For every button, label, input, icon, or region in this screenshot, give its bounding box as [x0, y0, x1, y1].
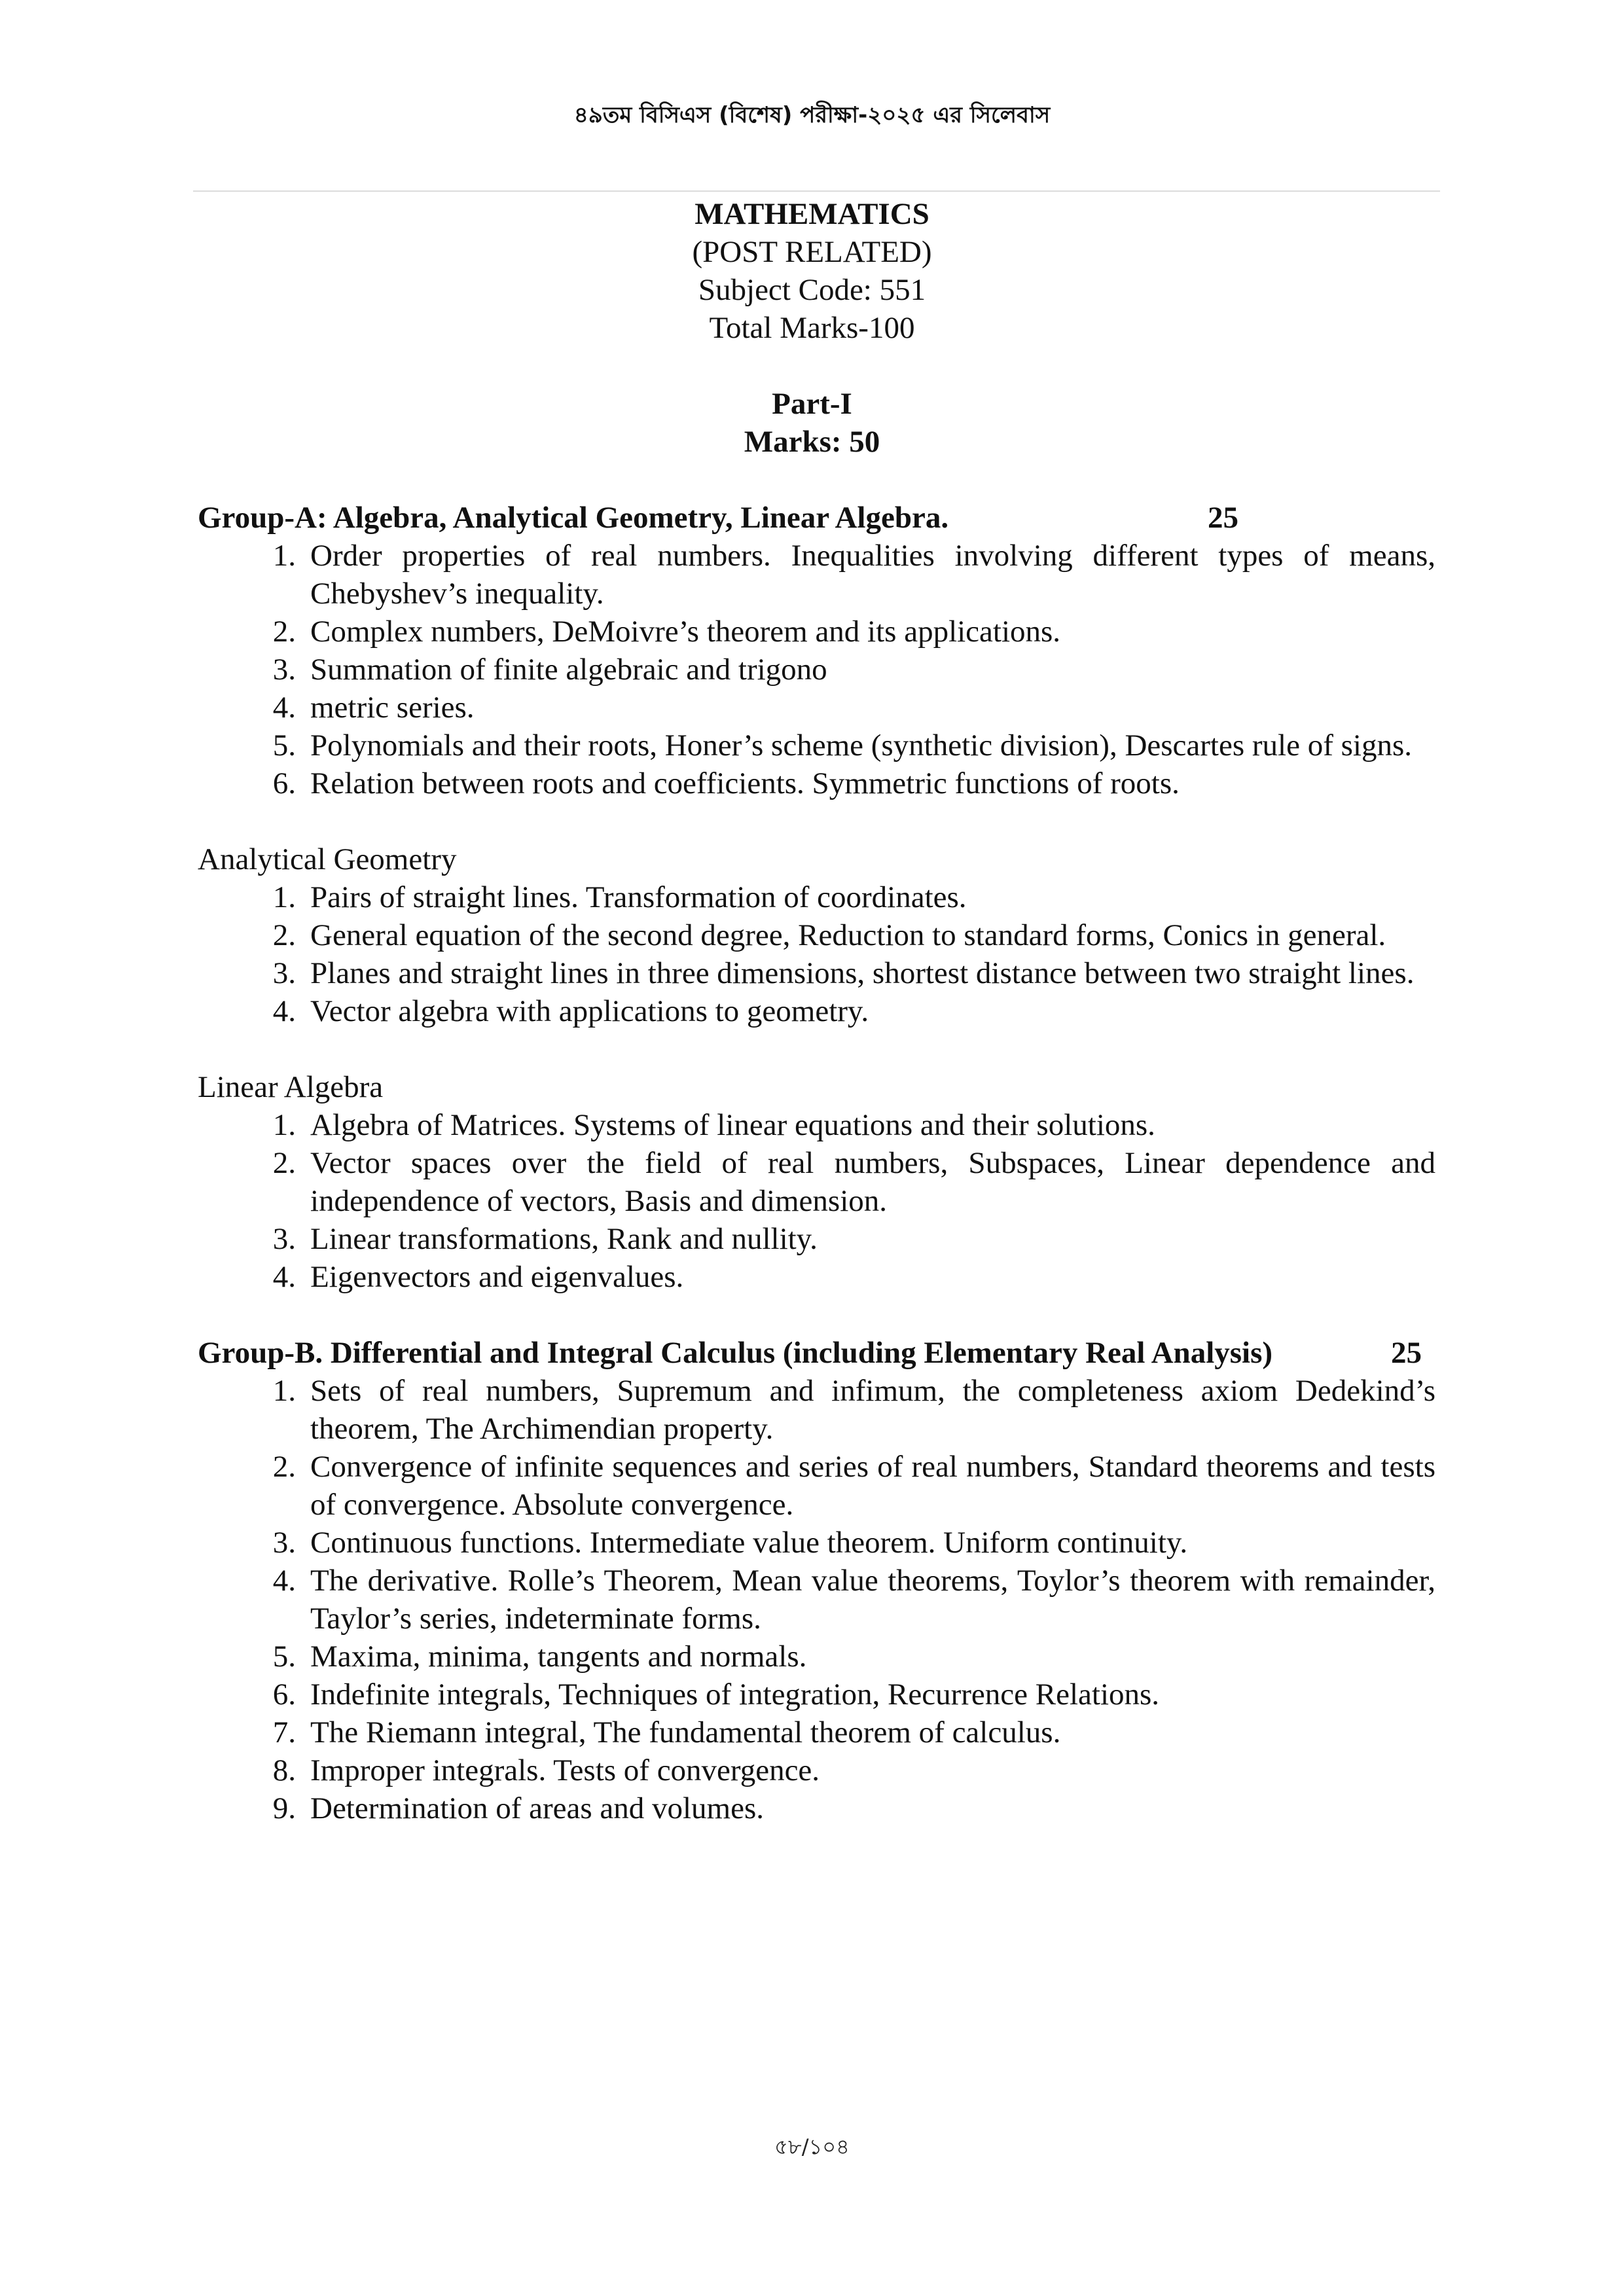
list-item	[198, 954, 1435, 992]
item-text: Sets of real numbers, Supremum and infimum, the completeness axiom Dedekind’s theorem, The Archimendian property.	[310, 1374, 1435, 1446]
list-item	[198, 537, 1435, 613]
list-item	[198, 1372, 1435, 1448]
list-item	[198, 1448, 1435, 1524]
syllabus-content	[198, 499, 1435, 1827]
list-item	[198, 613, 1435, 651]
item-text: The derivative. Rolle’s Theorem, Mean value theorems, Toylor’s theorem with remainder, Taylor’s series, indeterminate forms.	[310, 1564, 1435, 1636]
item-number: 1.	[272, 880, 296, 914]
item-number: 3.	[272, 956, 296, 990]
group-a-list	[198, 537, 1435, 802]
list-item	[198, 1258, 1435, 1296]
item-number: 4.	[272, 691, 296, 725]
item-number: 2.	[272, 918, 296, 952]
item-number: 2.	[272, 615, 296, 649]
item-text: Polynomials and their roots, Honer’s scheme (synthetic division), Descartes rule of signs.	[310, 728, 1412, 762]
item-text: Determination of areas and volumes.	[310, 1791, 765, 1825]
item-number: 1.	[272, 539, 296, 573]
item-number: 5.	[272, 728, 296, 762]
item-text: Algebra of Matrices. Systems of linear equations and their solutions.	[310, 1108, 1155, 1142]
analytical-geometry-heading: Analytical Geometry	[198, 842, 457, 876]
item-text: Vector algebra with applications to geometry.	[310, 994, 869, 1028]
item-number: 2.	[272, 1450, 296, 1484]
list-item	[198, 1106, 1435, 1144]
item-number: 3.	[272, 653, 296, 687]
part-block	[0, 385, 1624, 461]
list-item	[198, 1562, 1435, 1638]
linear-algebra-list	[198, 1106, 1435, 1296]
list-item	[198, 1524, 1435, 1562]
list-item	[198, 689, 1435, 726]
item-text: Complex numbers, DeMoivre’s theorem and its applications.	[310, 615, 1061, 649]
group-b-title: Group-B. Differential and Integral Calculus (including Elementary Real Analysis)	[198, 1336, 1273, 1370]
linear-algebra-heading: Linear Algebra	[198, 1070, 384, 1104]
item-text: Improper integrals. Tests of convergence.	[310, 1753, 820, 1787]
item-number: 4.	[272, 1564, 296, 1598]
item-number: 3.	[272, 1222, 296, 1256]
list-item	[198, 764, 1435, 802]
part-marks: Marks: 50	[744, 425, 880, 459]
group-a-marks: 25	[1208, 501, 1238, 535]
item-number: 8.	[272, 1753, 296, 1787]
item-text: metric series.	[310, 691, 475, 725]
item-number: 4.	[272, 994, 296, 1028]
group-b-heading	[198, 1334, 1422, 1372]
item-number: 3.	[272, 1526, 296, 1560]
list-item	[198, 1144, 1435, 1220]
item-text: Linear transformations, Rank and nullity.	[310, 1222, 818, 1256]
item-number: 6.	[272, 1677, 296, 1712]
item-number: 4.	[272, 1260, 296, 1294]
item-text: Relation between roots and coefficients. Symmetric functions of roots.	[310, 766, 1180, 800]
list-item	[198, 1676, 1435, 1713]
list-item	[198, 878, 1435, 916]
subject-code: Subject Code: 551	[698, 273, 926, 307]
item-text: Summation of finite algebraic and trigono	[310, 653, 827, 687]
list-item	[198, 651, 1435, 689]
item-text: Indefinite integrals, Techniques of integration, Recurrence Relations.	[310, 1677, 1160, 1712]
item-text: The Riemann integral, The fundamental theorem of calculus.	[310, 1715, 1061, 1749]
header-divider	[193, 190, 1440, 192]
list-item	[198, 992, 1435, 1030]
running-header: ৪৯তম বিসিএস (বিশেষ) পরীক্ষা-২০২৫ এর সিলেবাস	[573, 102, 1051, 128]
item-text: Maxima, minima, tangents and normals.	[310, 1640, 807, 1674]
item-number: 7.	[272, 1715, 296, 1749]
list-item	[198, 1789, 1435, 1827]
item-text: Vector spaces over the field of real numbers, Subspaces, Linear dependence and independence of vectors, Basis and dimension.	[310, 1146, 1435, 1218]
item-text: Eigenvectors and eigenvalues.	[310, 1260, 684, 1294]
title-block	[0, 195, 1624, 347]
list-item	[198, 1713, 1435, 1751]
group-b-marks: 25	[1391, 1336, 1422, 1370]
list-item	[198, 916, 1435, 954]
item-number: 1.	[272, 1374, 296, 1408]
item-text: General equation of the second degree, Reduction to standard forms, Conics in general.	[310, 918, 1386, 952]
total-marks: Total Marks-100	[709, 311, 915, 345]
group-a-title: Group-A: Algebra, Analytical Geometry, Linear Algebra.	[198, 501, 949, 535]
item-text: Continuous functions. Intermediate value theorem. Uniform continuity.	[310, 1526, 1188, 1560]
item-number: 1.	[272, 1108, 296, 1142]
item-number: 6.	[272, 766, 296, 800]
group-b-list	[198, 1372, 1435, 1827]
item-text: Pairs of straight lines. Transformation of coordinates.	[310, 880, 967, 914]
analytical-geometry-list	[198, 878, 1435, 1030]
post-related-label: (POST RELATED)	[692, 235, 932, 269]
item-text: Convergence of infinite sequences and series of real numbers, Standard theorems and tests of convergence. Absolute convergence.	[310, 1450, 1435, 1522]
part-title: Part-I	[772, 387, 852, 421]
item-number: 5.	[272, 1640, 296, 1674]
list-item	[198, 1638, 1435, 1676]
item-number: 9.	[272, 1791, 296, 1825]
list-item	[198, 1220, 1435, 1258]
list-item	[198, 726, 1435, 764]
list-item	[198, 1751, 1435, 1789]
subject-title: MATHEMATICS	[695, 197, 929, 231]
page-number: ৫৮/১০৪	[774, 2134, 850, 2159]
group-a-heading	[198, 499, 1238, 537]
item-text: Planes and straight lines in three dimensions, shortest distance between two straight lines.	[310, 956, 1415, 990]
item-number: 2.	[272, 1146, 296, 1180]
item-text: Order properties of real numbers. Inequalities involving different types of means, Chebyshev’s inequality.	[310, 539, 1435, 611]
